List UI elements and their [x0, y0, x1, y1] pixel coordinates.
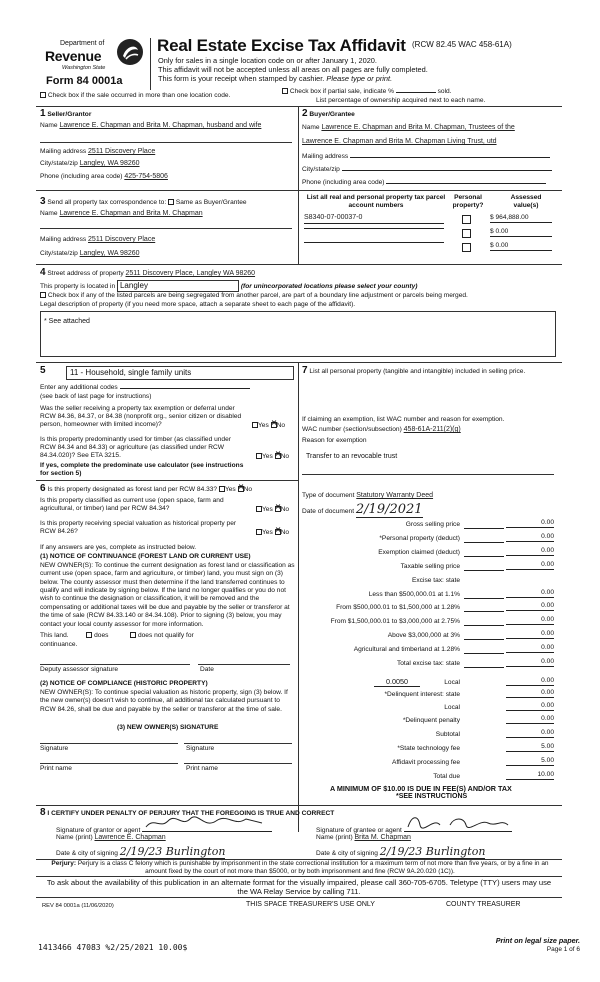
- q-exemption-answer: [252, 422, 285, 430]
- grantor-name-label: Name (print): [56, 834, 93, 841]
- wac-label: WAC number (section/subsection): [302, 426, 402, 433]
- sec7-num: 7: [302, 365, 308, 376]
- no-label: No: [243, 486, 252, 493]
- buyer-mailing-field[interactable]: [350, 157, 550, 158]
- rule-6: [36, 805, 562, 806]
- corr-heading: [40, 196, 247, 209]
- seller-phone-row: [40, 173, 168, 182]
- parcel-number-field[interactable]: S8340-07-00037-0: [304, 214, 444, 224]
- corr-city-row: [40, 250, 140, 259]
- additional-codes-row: [40, 384, 250, 392]
- penalty-label: *Delinquent penalty: [402, 717, 460, 724]
- header-note-3b: Please type or print.: [326, 74, 393, 83]
- no-label: No: [280, 529, 290, 536]
- q-exemption-no-checkbox[interactable]: [271, 422, 277, 428]
- county-treasurer: COUNTY TREASURER: [446, 901, 521, 908]
- deputy-sig-label: Deputy assessor signature: [40, 666, 119, 673]
- fee-value[interactable]: 0.00: [506, 589, 554, 598]
- certify-text: I CERTIFY UNDER PENALTY OF PERJURY THAT THE FOREGOING IS TRUE AND CORRECT: [47, 810, 335, 817]
- header-divider: [150, 38, 151, 90]
- seller-phone-field[interactable]: 425-754-5806: [124, 173, 168, 180]
- parcel-row: [304, 214, 560, 226]
- affidavit-fee-value[interactable]: 5.00: [506, 757, 554, 766]
- see-instructions: *SEE INSTRUCTIONS: [396, 793, 468, 800]
- grantee-date-row: [316, 845, 485, 859]
- seller-name-row: [40, 122, 261, 131]
- land-does-checkbox[interactable]: [86, 632, 92, 638]
- new-owner-print-label-2: Print name: [186, 765, 218, 772]
- corr-city-label: City/state/zip: [40, 250, 78, 257]
- corr-blank-line: [40, 228, 292, 229]
- fee-value[interactable]: 0.00: [506, 519, 554, 528]
- yes-label: Yes: [262, 453, 273, 460]
- delinquent-state-label: *Delinquent interest: state: [384, 691, 460, 698]
- additional-codes-field[interactable]: [120, 388, 250, 389]
- new-owner-sig-line-2: [184, 743, 292, 744]
- seller-mailing-field[interactable]: 2511 Discovery Place: [88, 148, 156, 155]
- land-continuance: continuance.: [40, 641, 78, 648]
- segregated-label: Check box if any of the listed parcels are being segregated from another parcel, are part of a boundary line adjustment or parcels being merged.: [47, 292, 468, 299]
- form-title: Real Estate Excise Tax Affidavit: [157, 36, 406, 55]
- q-forest-text: Is this property designated as forest land per RCW 84.33?: [47, 486, 218, 493]
- personal-property-heading: [302, 365, 556, 378]
- buyer-name-field-1[interactable]: Lawrence E. Chapman and Brita M. Chapman, Trustees of the: [321, 124, 515, 131]
- fee-value[interactable]: 0.00: [506, 561, 554, 570]
- header-note-1: Only for sales in a single location code on or after January 1, 2020.: [158, 56, 377, 65]
- grantee-name-row: [316, 834, 411, 843]
- doc-date-label: Date of document: [302, 508, 355, 515]
- rule-3: [36, 264, 562, 265]
- rate-field[interactable]: 0.0050: [374, 677, 420, 687]
- q-current-use-no-checkbox[interactable]: [275, 506, 281, 512]
- partial-sale-check[interactable]: [282, 88, 452, 96]
- location-select[interactable]: Langley: [117, 280, 239, 292]
- grantor-date-field[interactable]: 2/19/23 Burlington: [119, 845, 226, 858]
- q-forest-no-checkbox[interactable]: [238, 486, 244, 492]
- sec8-num: 8: [40, 807, 46, 818]
- segregated-row: [40, 292, 468, 300]
- fee-leader-line: [464, 534, 504, 543]
- fee-leader-line: [464, 617, 504, 626]
- no-label: No: [280, 453, 290, 460]
- rule-2: [36, 190, 562, 191]
- perjury-text: Perjury is a class C felony which is punishable by imprisonment in the state correctional institution for a maximum term of not more than five years, or by a fine in an amount fixed by the court of not more than $5000, or by both imprisonment and fine (RCW 9A.20.020 (1C)).: [77, 860, 549, 875]
- land-label: This land.: [40, 632, 69, 639]
- seller-city-label: City/state/zip: [40, 160, 78, 167]
- land-use-code-select[interactable]: 11 - Household, single family units: [66, 366, 294, 380]
- q-timber-text: Is this property predominantly used for timber (as classified under RCW 84.34 and 84.33) or agriculture (as classified under RCW 84.34.020)? See ETA 3215.: [40, 436, 231, 460]
- additional-codes-note: (see back of last page for instructions): [40, 393, 152, 400]
- notice-compliance-title: (2) NOTICE OF COMPLIANCE (HISTORIC PROPERTY): [40, 680, 208, 687]
- q-exemption: [40, 405, 248, 430]
- fee-label: Excise tax: state: [411, 577, 460, 584]
- fee-leader-line: [464, 659, 504, 668]
- fee-value[interactable]: 0.00: [506, 602, 554, 611]
- property-address-label: Street address of property: [47, 270, 124, 277]
- fee-label: Gross selling price: [405, 521, 460, 528]
- penalty-value[interactable]: 0.00: [506, 715, 554, 724]
- corr-title: Send all property tax correspondence to:: [47, 199, 167, 206]
- wac-field[interactable]: 458-61A-211(2)(g): [403, 426, 461, 433]
- property-num: 4: [40, 267, 46, 278]
- q-timber-no-checkbox[interactable]: [275, 453, 281, 459]
- same-as-buyer-label: Same as Buyer/Grantee: [175, 199, 247, 206]
- sec5-num: 5: [40, 365, 46, 376]
- additional-codes-label: Enter any additional codes: [40, 384, 118, 391]
- delinquent-state-value[interactable]: 0.00: [506, 689, 554, 698]
- accessibility-notice: To ask about the availability of this publication in an alternate format for the visually impaired, please call 360-705-6705. Teletype (TTY) users may use the WA Relay Service by calling 711.: [46, 878, 552, 897]
- new-owner-print-line-1: [40, 763, 178, 764]
- grantor-name-field[interactable]: Lawrence E. Chapman: [94, 834, 166, 841]
- buyer-name-label: Name: [302, 124, 320, 131]
- no-label: No: [276, 422, 286, 429]
- buyer-mailing-label: Mailing address: [302, 153, 349, 160]
- personal-property-checkbox[interactable]: [462, 215, 471, 224]
- multi-location-check[interactable]: [40, 92, 230, 100]
- corr-mailing-label: Mailing address: [40, 236, 87, 243]
- grantee-sig-label: Signature of grantee or agent: [316, 827, 402, 834]
- doc-type-field[interactable]: Statutory Warranty Deed: [356, 492, 434, 499]
- new-owner-sig-label-1: Signature: [40, 745, 69, 752]
- grantee-name-field[interactable]: Brita M. Chapman: [354, 834, 411, 841]
- q-historic: Is this property receiving special valuation as historical property per RCW 84.26?: [40, 520, 237, 536]
- fee-value[interactable]: 0.00: [506, 533, 554, 542]
- parcel-col-header-1: List all real and personal property tax parcel account numbers: [306, 194, 446, 210]
- fee-label: From $500,000.01 to $1,500,000 at 1.28%: [336, 604, 460, 611]
- yes-label: Yes: [258, 422, 269, 429]
- property-address-row: [40, 267, 255, 280]
- yes-label: Yes: [262, 506, 273, 513]
- q-timber-note: If yes, complete the predominate use calculator (see instructions for section 5): [40, 462, 244, 478]
- reason-field[interactable]: Transfer to an revocable trust: [306, 453, 398, 460]
- property-address-field[interactable]: 2511 Discovery Place, Langley WA 98260: [125, 270, 256, 277]
- buyer-phone-label: Phone (including area code): [302, 179, 385, 186]
- partial-sale-checkbox[interactable]: [282, 88, 288, 94]
- seller-blank-line: [40, 142, 292, 143]
- partial-sale-percent-field[interactable]: [396, 92, 436, 93]
- deputy-date-line: [198, 664, 290, 665]
- q-forest-yes-checkbox[interactable]: [219, 486, 225, 492]
- doc-type-row: [302, 492, 433, 501]
- yes-label: Yes: [262, 529, 273, 536]
- dor-logo: [36, 38, 148, 90]
- rule-top: [36, 106, 562, 107]
- grantor-date-label: Date & city of signing: [56, 850, 118, 857]
- sec7-title: List all personal property (tangible and intangible) included in selling price.: [309, 368, 526, 375]
- sec6-num: 6: [40, 483, 46, 494]
- affidavit-fee-label: Affidavit processing fee: [391, 759, 460, 766]
- no-label: No: [280, 506, 290, 513]
- q-timber: [40, 436, 248, 461]
- revenue-wordmark: Revenue: [45, 48, 102, 64]
- buyer-heading: [302, 108, 355, 121]
- cashier-stamp: 1413466 47083 %2/25/2021 10.00$: [38, 943, 188, 952]
- grantor-name-row: [56, 834, 166, 843]
- grantor-sig-label: Signature of grantor or agent: [56, 827, 141, 834]
- fee-value[interactable]: 0.00: [506, 616, 554, 625]
- seller-name-label: Name: [40, 122, 58, 129]
- land-does-label: does: [94, 632, 109, 639]
- parcel-col-header-2: Personal property?: [452, 194, 484, 210]
- land-does-not-label: does not qualify for: [137, 632, 194, 639]
- fee-leader-line: [464, 603, 504, 612]
- exemption-claim-label: If claiming an exemption, list WAC number and reason for exemption.: [302, 416, 505, 423]
- grantee-signature[interactable]: [404, 821, 512, 832]
- yes-label: Yes: [224, 486, 236, 493]
- q-exemption-yes-checkbox[interactable]: [252, 422, 258, 428]
- local-label: Local: [444, 679, 460, 686]
- same-as-buyer-checkbox[interactable]: [168, 199, 174, 205]
- local2-label: Local: [444, 704, 460, 711]
- land-does-not-checkbox[interactable]: [130, 632, 136, 638]
- notice-continuance-body: NEW OWNER(S): To continue the current designation as forest land or classification as current use (open space, farm and agriculture, or timber) land, you must sign on (3) below. The county assessor must then determine if the land transferred continues to qualify and will indicate by signing below. If the land no longer qualifies or you do not wish to continue the designation or classification, it will be removed and the compensating or additional taxes will be due and payable by the seller or transferor at the time of sale (RCW 84.33.140 or 84.34.108). Prior to signing (3) below, you may contact your local county assessor for more information.: [40, 562, 295, 628]
- location-label: This property is located in: [40, 283, 116, 290]
- doc-date-field[interactable]: 2/19/2021: [355, 502, 423, 517]
- rule-mid-2: [298, 362, 299, 832]
- grantee-date-field[interactable]: 2/19/23 Burlington: [379, 845, 486, 858]
- land-qualify-row: [40, 632, 194, 640]
- deputy-date-label: Date: [200, 666, 214, 673]
- header-note-2: This affidavit will not be accepted unless all areas on all pages are fully completed.: [158, 65, 428, 74]
- q-timber-answer: [256, 453, 289, 461]
- grantor-signature-mark: [142, 815, 272, 831]
- personal-property-checkbox[interactable]: [462, 229, 471, 238]
- new-owner-print-line-2: [184, 763, 292, 764]
- corr-city-field[interactable]: Langley, WA 98260: [79, 250, 140, 257]
- form-rcw: (RCW 82.45 WAC 458-61A): [412, 40, 512, 49]
- rule-8: [36, 876, 562, 877]
- segregated-checkbox[interactable]: [40, 292, 46, 298]
- legal-label: Legal description of property (if you need more space, attach a separate sheet to each page of the affidavit).: [40, 301, 356, 308]
- parcel-number-field[interactable]: [304, 242, 444, 243]
- fee-leader-line: [464, 562, 504, 571]
- buyer-phone-row: [302, 179, 546, 187]
- fee-label: Total excise tax: state: [396, 660, 460, 667]
- buyer-city-field[interactable]: [342, 170, 552, 171]
- grantee-date-label: Date & city of signing: [316, 850, 378, 857]
- assessed-value-field[interactable]: $ 0.00: [490, 242, 552, 251]
- notice-continuance-title: (1) NOTICE OF CONTINUANCE (FOREST LAND OR CURRENT USE): [40, 553, 251, 560]
- form-number: Form 84 0001a: [46, 75, 123, 87]
- perjury-label: Perjury:: [51, 860, 76, 867]
- q-historic-yes-checkbox[interactable]: [256, 529, 262, 535]
- assessed-value-field[interactable]: $ 0.00: [490, 228, 552, 237]
- fee-leader-line: [464, 520, 504, 529]
- fee-leader-line: [464, 548, 504, 557]
- corr-num: 3: [40, 196, 46, 207]
- rule-5: [36, 480, 298, 481]
- fee-leader-line: [464, 590, 504, 599]
- new-owner-sig-title: (3) NEW OWNER(S) SIGNATURE: [117, 724, 219, 731]
- fee-leader-line: [464, 631, 504, 640]
- location-row: [40, 280, 417, 292]
- fee-label: From $1,500,000.01 to $3,000,000 at 2.75%: [330, 618, 460, 625]
- state-line: Washington State: [62, 65, 106, 71]
- location-note: (for unincorporated locations please select your county): [240, 283, 418, 290]
- assessed-value-field[interactable]: $ 964,888.00: [490, 214, 552, 223]
- parcel-row: [304, 242, 560, 254]
- grantor-signature[interactable]: [142, 821, 272, 832]
- buyer-city-label: City/state/zip: [302, 166, 340, 173]
- new-owner-sig-line-1: [40, 743, 178, 744]
- buyer-num: 2: [302, 108, 308, 119]
- wac-row: [302, 426, 461, 435]
- subtotal-label: Subtotal: [435, 731, 460, 738]
- reason-blank-line: [302, 474, 554, 475]
- dor-emblem-icon: [116, 38, 144, 66]
- doc-type-label: Type of document: [302, 492, 355, 499]
- multi-location-label: Check box if the sale occurred in more than one location code.: [47, 92, 231, 99]
- rule-9: [36, 897, 562, 898]
- new-owner-print-label-1: Print name: [40, 765, 72, 772]
- q-current-use-yes-checkbox[interactable]: [256, 506, 262, 512]
- corr-name-field[interactable]: Lawrence E. Chapman and Brita M. Chapman: [59, 210, 203, 217]
- fee-label: Less than $500,000.01 at 1.1%: [368, 591, 460, 598]
- fee-value[interactable]: 0.00: [506, 547, 554, 556]
- rule-mid-1: [298, 106, 299, 264]
- header-note-3a: This form is your receipt when stamped by cashier.: [158, 74, 325, 83]
- subtotal-value[interactable]: 0.00: [506, 729, 554, 738]
- legal-description-box[interactable]: [40, 311, 556, 357]
- buyer-name-field-2[interactable]: Lawrence E. Chapman and Brita M. Chapman Living Trust, utd: [302, 138, 497, 145]
- legal-size-note: Print on legal size paper.: [495, 936, 580, 945]
- q-historic-no-checkbox[interactable]: [275, 529, 281, 535]
- local2-value[interactable]: 0.00: [506, 702, 554, 711]
- buyer-phone-field[interactable]: [386, 183, 546, 184]
- fee-value[interactable]: 0.00: [506, 644, 554, 653]
- seller-heading: [40, 108, 91, 121]
- buyer-city-row: [302, 166, 552, 174]
- fee-value[interactable]: 0.00: [506, 630, 554, 639]
- personal-property-checkbox[interactable]: [462, 243, 471, 252]
- parcel-col-header-3: Assessed value(s): [510, 194, 542, 210]
- seller-phone-label: Phone (including area code): [40, 173, 123, 180]
- seller-name-field[interactable]: Lawrence E. Chapman and Brita M. Chapman, husband and wife: [59, 122, 262, 129]
- reason-label: Reason for exemption: [302, 437, 367, 444]
- treasurer-use: THIS SPACE TREASURER'S USE ONLY: [246, 901, 375, 908]
- new-owner-sig-label-2: Signature: [186, 745, 215, 752]
- corr-mailing-field[interactable]: 2511 Discovery Place: [88, 236, 156, 243]
- fee-label: Agricultural and timberland at 1.28%: [353, 646, 460, 653]
- q-forest: [40, 483, 252, 496]
- deputy-sig-line: [40, 664, 190, 665]
- fee-label: Taxable selling price: [400, 563, 460, 570]
- seller-title: Seller/Grantor: [47, 111, 92, 118]
- partial-sale-sold: sold.: [437, 88, 452, 95]
- total-due-label: Total due: [433, 773, 460, 780]
- multi-location-checkbox[interactable]: [40, 92, 46, 98]
- seller-mailing-label: Mailing address: [40, 148, 87, 155]
- tech-fee-value[interactable]: 5.00: [506, 743, 554, 752]
- total-due-value[interactable]: 10.00: [506, 771, 554, 780]
- q-historic-answer: [256, 529, 289, 537]
- partial-sale-note: List percentage of ownership acquired next to each name.: [316, 97, 486, 104]
- grantee-name-label: Name (print): [316, 834, 353, 841]
- fee-label: Above $3,000,000 at 3%: [387, 632, 460, 639]
- corr-mailing-row: [40, 236, 155, 245]
- q-current-use: Is this property classified as current use (open space, farm and agricultural, or timber) land per RCW 84.34?: [40, 497, 224, 513]
- partial-sale-label: Check box if partial sale, indicate %: [289, 88, 394, 95]
- doc-date-row: [302, 502, 423, 518]
- tech-fee-label: *State technology fee: [397, 745, 460, 752]
- seller-num: 1: [40, 108, 46, 119]
- fee-label: *Personal property (deduct): [379, 535, 460, 542]
- buyer-title: Buyer/Grantee: [309, 111, 355, 118]
- corr-name-row: [40, 210, 203, 219]
- grantee-signature-mark: [404, 813, 512, 831]
- buyer-name-row: [302, 124, 515, 133]
- rule-4: [36, 362, 562, 363]
- local-value[interactable]: 0.00: [506, 677, 554, 686]
- rev-code: REV 84 0001a (11/06/2020): [42, 903, 114, 909]
- fee-label: Exemption claimed (deduct): [378, 549, 460, 556]
- q-exemption-text: Was the seller receiving a property tax exemption or deferral under RCW 84.36, 84.37, or 84.38 (nonprofit org., senior citizen or disabled person, homeowner with limited income)?: [40, 405, 242, 429]
- perjury-notice: [46, 860, 554, 876]
- fee-leader-line: [464, 645, 504, 654]
- seller-mailing-row: [40, 148, 155, 157]
- corr-name-label: Name: [40, 210, 58, 217]
- buyer-mailing-row: [302, 153, 550, 161]
- minimum-notice: A MINIMUM OF $10.00 IS DUE IN FEE(S) AND/OR TAX: [330, 784, 512, 793]
- notice-compliance-body: NEW OWNER(S): To continue special valuation as historic property, sign (3) below. If the new owner(s) doesn't wish to continue, all additional tax calculated pursuant to RCW 84.26, shall be due and payable by the seller or transferor at the time of sale.: [40, 689, 288, 713]
- parcel-row: [304, 228, 560, 240]
- q-current-use-answer: [256, 506, 289, 514]
- seller-city-row: [40, 160, 140, 169]
- legal-description-text: * See attached: [44, 318, 90, 325]
- fee-value[interactable]: 0.00: [506, 658, 554, 667]
- seller-city-field[interactable]: Langley, WA 98260: [79, 160, 140, 167]
- dept-line: Department of: [60, 40, 105, 47]
- page-number: Page 1 of 6: [546, 946, 580, 953]
- header-note-3: [158, 74, 392, 83]
- q-instructions: If any answers are yes, complete as instructed below.: [40, 544, 197, 551]
- grantor-date-row: [56, 845, 225, 859]
- q-timber-yes-checkbox[interactable]: [256, 453, 262, 459]
- parcel-number-field[interactable]: [304, 228, 444, 229]
